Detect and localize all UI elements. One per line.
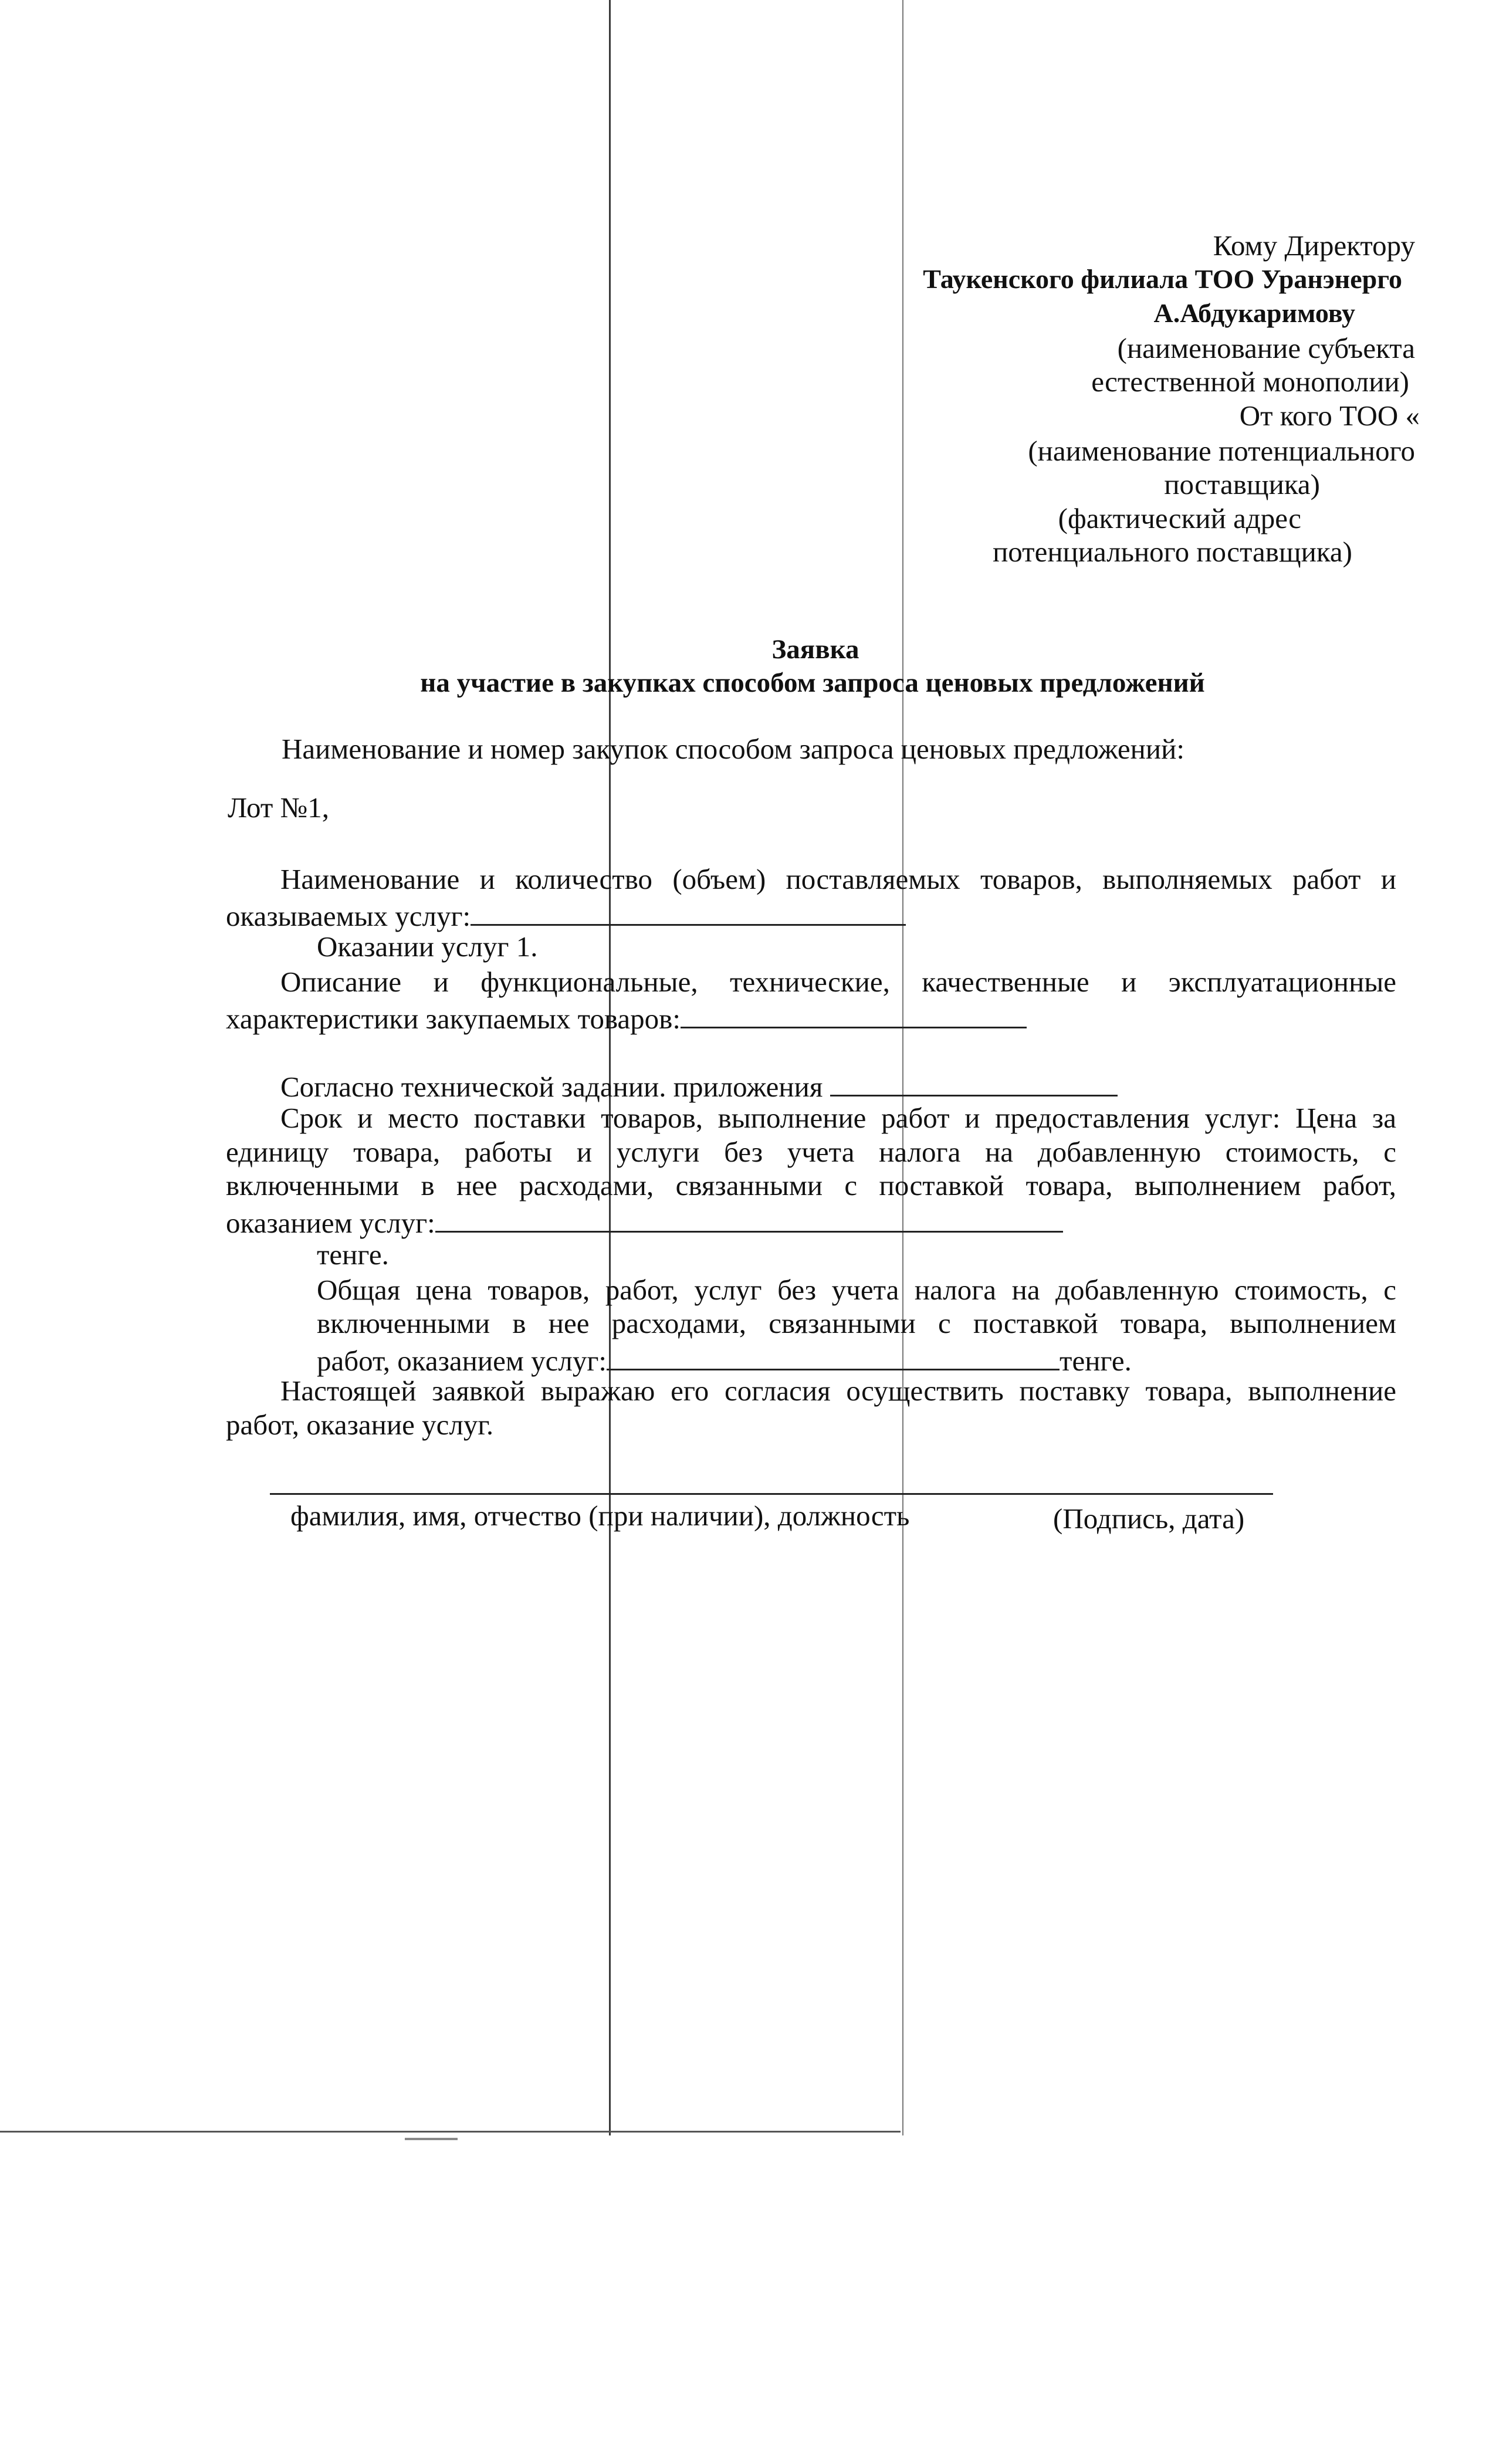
characteristics-line-1: Описание и функциональные, технические, качественные и эксплуатационные <box>280 966 1396 998</box>
addressee-hint-1b: естественной монополии) <box>1091 365 1409 398</box>
total-price-blank <box>607 1341 1060 1370</box>
characteristics-label: характеристики закупаемых товаров: <box>226 1003 681 1035</box>
characteristics-line-2 <box>226 999 1027 1036</box>
unit-price-currency: тенге. <box>317 1238 389 1271</box>
document-title: Заявка <box>771 634 859 665</box>
addressee-name: А.Абдукаримову <box>1153 298 1355 328</box>
signature-line <box>270 1493 1273 1495</box>
delivery-line-1: Срок и место поставки товаров, выполнение работ и предоставления услуг: Цена за <box>280 1102 1396 1134</box>
services-item: Оказании услуг 1. <box>317 930 538 963</box>
total-price-line-2: включенными в нее расходами, связанными с поставкой товара, выполнением <box>317 1307 1396 1339</box>
addressee-hint-3a: (фактический адрес <box>1058 502 1301 534</box>
addressee-hint-2b: поставщика) <box>1164 468 1320 500</box>
delivery-line-2: единицу товара, работы и услуги без учета налога на добавленную стоимость, с <box>226 1136 1396 1168</box>
scan-edge-line <box>0 2131 901 2133</box>
signature-name-caption: фамилия, имя, отчество (при наличии), должность <box>290 1500 910 1532</box>
addressee-from: От кого ТОО « <box>1239 400 1420 432</box>
goods-quantity-label: оказываемых услуг: <box>226 900 471 932</box>
goods-quantity-blank <box>471 896 906 926</box>
lot-number: Лот №1, <box>228 791 330 824</box>
characteristics-blank <box>681 999 1027 1028</box>
unit-price-blank <box>435 1203 1063 1233</box>
total-price-line-1: Общая цена товаров, работ, услуг без учета налога на добавленную стоимость, с <box>317 1274 1396 1306</box>
total-price-currency: тенге. <box>1060 1345 1132 1377</box>
unit-price-label: оказанием услуг: <box>226 1207 435 1239</box>
total-price-line-3 <box>317 1341 1132 1378</box>
addressee-org: Таукенского филиала ТОО Уранэнерго <box>923 264 1402 294</box>
consent-line-2: работ, оказание услуг. <box>226 1409 494 1441</box>
delivery-line-4 <box>226 1203 1063 1240</box>
goods-quantity-line-2 <box>226 896 906 933</box>
delivery-line-3: включенными в нее расходами, связанными с поставкой товара, выполнением работ, <box>226 1169 1396 1201</box>
addressee-hint-3b: потенциального поставщика) <box>993 536 1352 568</box>
goods-quantity-line-1: Наименование и количество (объем) поставляемых товаров, выполняемых работ и <box>280 863 1396 895</box>
tech-spec-blank <box>830 1067 1118 1096</box>
total-price-label: работ, оказанием услуг: <box>317 1345 607 1377</box>
procurement-name-label: Наименование и номер закупок способом запроса ценовых предложений: <box>282 733 1184 765</box>
document-subtitle: на участие в закупках способом запроса ценовых предложений <box>420 668 1205 698</box>
addressee-hint-2a: (наименование потенциального <box>1028 435 1415 467</box>
addressee-to: Кому Директору <box>1213 229 1415 262</box>
signature-sign-caption: (Подпись, дата) <box>1053 1502 1245 1535</box>
tech-spec-line <box>280 1067 1118 1104</box>
consent-line-1: Настоящей заявкой выражаю его согласия осуществить поставку товара, выполнение <box>280 1375 1396 1407</box>
addressee-hint-1a: (наименование субъекта <box>1117 332 1415 364</box>
scan-edge-smudge <box>405 2138 458 2140</box>
tech-spec-label: Согласно технической задании. приложения <box>280 1071 823 1103</box>
